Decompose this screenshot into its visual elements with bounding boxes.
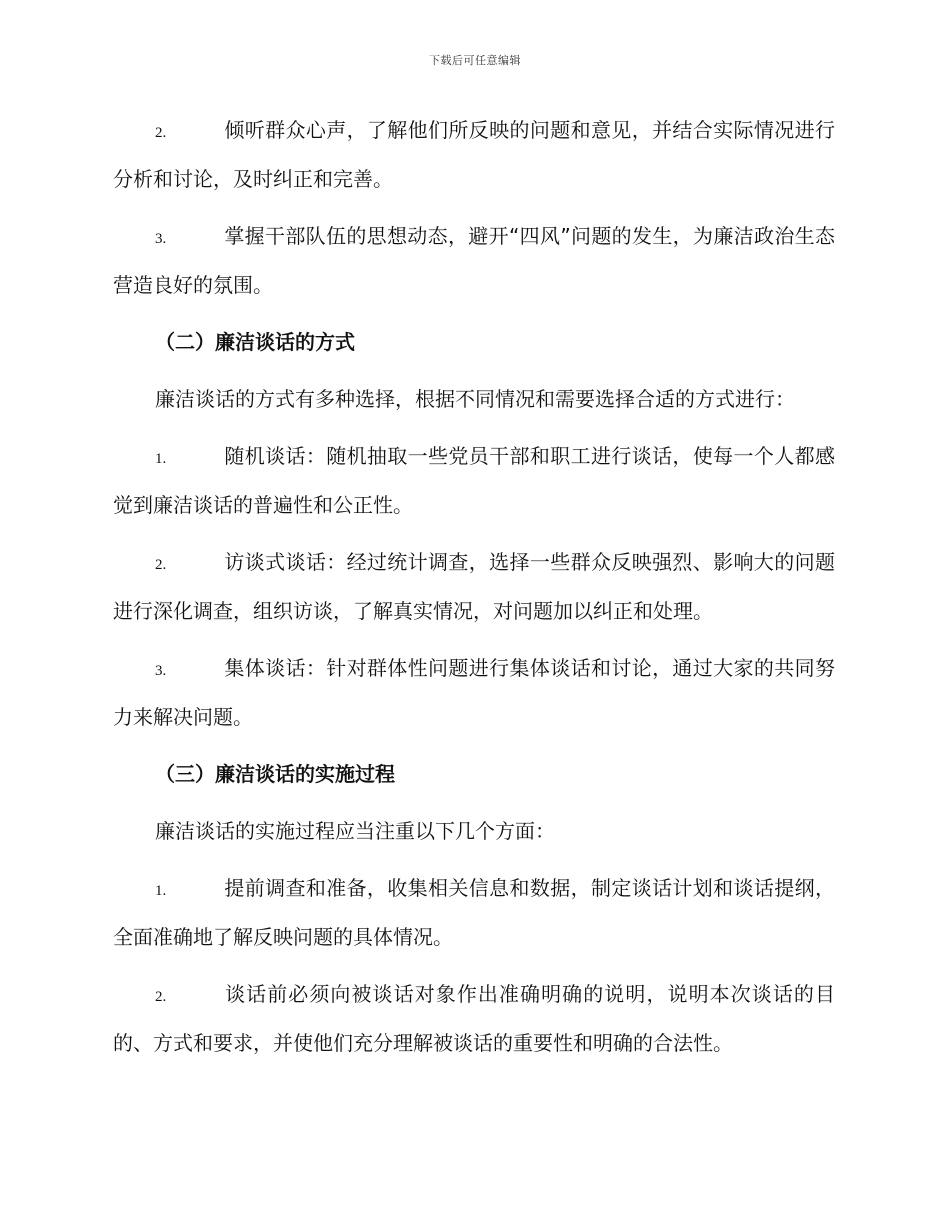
list-number: 2. [155, 989, 167, 1005]
list-text: 倾听群众心声，了解他们所反映的问题和意见，并结合实际情况进行分析和讨论，及时纠正和完善。 [113, 118, 835, 191]
list-number: 2. [155, 125, 167, 141]
list-item [113, 213, 835, 308]
page-header: 下载后可任意编辑 [429, 54, 521, 67]
list-text: 随机谈话：随机抽取一些党员干部和职工进行谈话，使每一个人都感觉到廉洁谈话的普遍性和公正性。 [113, 444, 835, 517]
list-number: 2. [155, 557, 167, 573]
list-text: 访谈式谈话：经过统计调查，选择一些群众反映强烈、影响大的问题进行深化调查，组织访谈，了解真实情况，对问题加以纠正和处理。 [113, 550, 835, 623]
list-item [113, 971, 835, 1066]
section-heading: （三）廉洁谈话的实施过程 [155, 762, 395, 786]
document-body [113, 107, 835, 1077]
list-item [113, 645, 835, 740]
paragraph: 廉洁谈话的实施过程应当注重以下几个方面： [155, 819, 555, 843]
list-item [113, 107, 835, 202]
list-number: 1. [155, 883, 167, 899]
list-number: 1. [155, 451, 167, 467]
list-item [113, 433, 835, 528]
section-heading: （二）廉洁谈话的方式 [155, 330, 355, 354]
paragraph: 廉洁谈话的方式有多种选择，根据不同情况和需要选择合适的方式进行： [155, 387, 795, 411]
list-text: 集体谈话：针对群体性问题进行集体谈话和讨论，通过大家的共同努力来解决问题。 [113, 656, 835, 729]
list-number: 3. [155, 231, 167, 247]
list-text: 掌握干部队伍的思想动态，避开“四风”问题的发生，为廉洁政治生态营造良好的氛围。 [113, 224, 835, 297]
list-text: 谈话前必须向被谈话对象作出准确明确的说明，说明本次谈话的目的、方式和要求，并使他们充分理解被谈话的重要性和明确的合法性。 [113, 982, 835, 1055]
list-item [113, 539, 835, 634]
list-text: 提前调查和准备，收集相关信息和数据，制定谈话计划和谈话提纲，全面准确地了解反映问题的具体情况。 [113, 876, 835, 949]
list-number: 3. [155, 663, 167, 679]
list-item [113, 865, 835, 960]
